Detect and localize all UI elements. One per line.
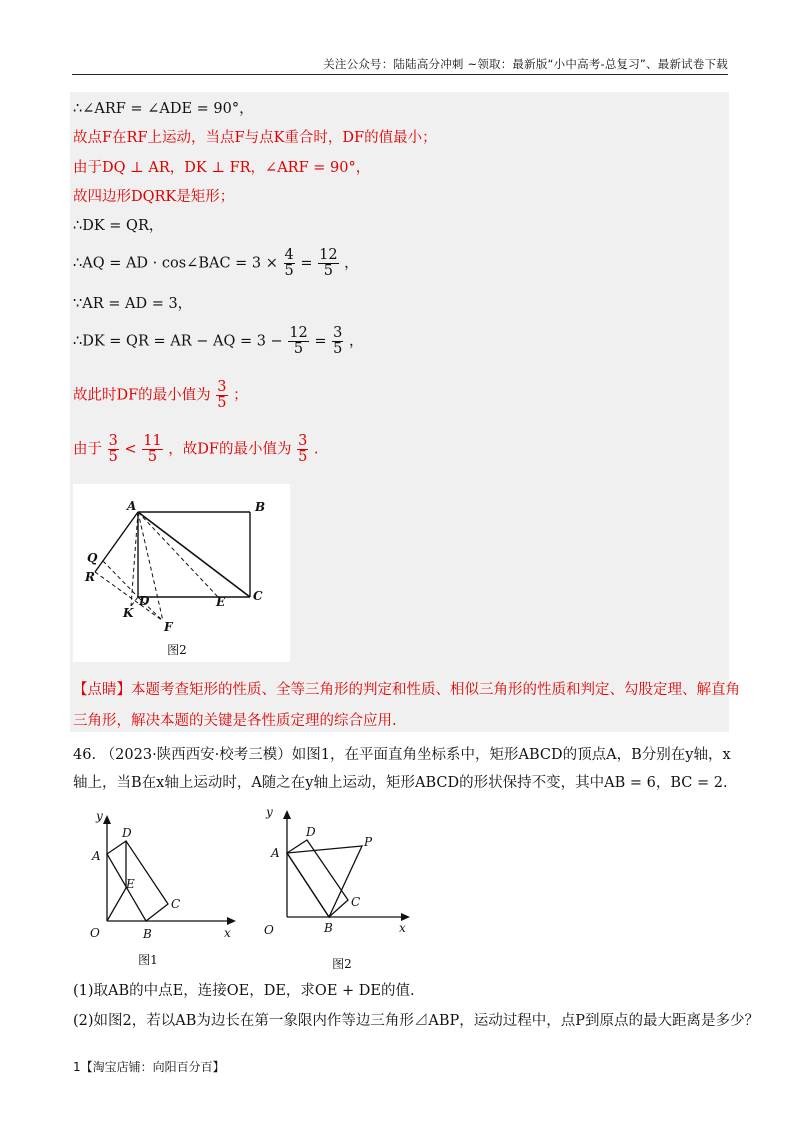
y-axis-arrow	[103, 815, 111, 824]
label-d: D	[139, 594, 150, 608]
label-a: A	[92, 849, 101, 863]
figure-2-solution	[73, 484, 290, 662]
solution-line-8	[73, 326, 363, 357]
fraction	[332, 326, 343, 357]
segment-ae	[138, 512, 218, 597]
fraction	[216, 380, 227, 411]
note-line-2: 三角形，解决本题的关键是各性质定理的综合应用.	[73, 713, 397, 729]
label-e: E	[126, 877, 135, 891]
label-d: D	[306, 825, 316, 839]
problem-line-2: 轴上，当B在x轴上运动时，A随之在y轴上运动，矩形ABCD的形状保持不变，其中AB = 6，BC = 2.	[73, 775, 728, 791]
x-axis-arrow	[401, 913, 410, 921]
solution-line-3: 由于DQ ⊥ AR，DK ⊥ FR，∠ARF = 90°，	[73, 160, 371, 176]
label-e: E	[216, 595, 226, 609]
line8-prefix: ∴DK = QR = AR − AQ = 3 −	[73, 333, 283, 350]
line10-mid: ，故DF的最小值为	[168, 441, 292, 458]
problem-line-1: 46. （2023·陕西西安·校考三模）如图1，在平面直角坐标系中，矩形ABCD的顶点A，B分别在y轴，x	[73, 747, 731, 763]
solution-line-10	[73, 434, 319, 465]
equals: =	[300, 255, 313, 272]
fraction	[297, 434, 308, 465]
label-c: C	[253, 589, 263, 603]
page-footer: 1【淘宝店铺：向阳百分百】	[73, 1060, 225, 1074]
question-1: (1)取AB的中点E，连接OE，DE，求OE + DE的值.	[73, 983, 415, 999]
solution-line-9	[73, 380, 248, 411]
denominator: 5	[333, 341, 343, 358]
label-b: B	[324, 921, 333, 935]
figure-1-problem	[70, 806, 240, 971]
fraction	[288, 326, 308, 357]
numerator: 3	[333, 325, 343, 341]
segment-oe	[107, 888, 126, 921]
label-a: A	[271, 846, 280, 860]
label-o: O	[90, 926, 100, 940]
less-than: <	[124, 441, 137, 458]
fraction	[108, 434, 119, 465]
question-2: (2)如图2，若以AB为边长在第一象限内作等边三角形⊿ABP，运动过程中，点P到原点的最大距离是多少？	[73, 1013, 760, 1029]
line10-prefix: 由于	[73, 441, 102, 458]
segment-dq	[103, 561, 138, 597]
label-p: P	[364, 835, 373, 849]
denominator: 5	[217, 395, 227, 412]
numerator: 3	[108, 433, 118, 449]
solution-line-2: 故点F在RF上运动，当点F与点K重合时，DF的值最小；	[73, 130, 437, 146]
equals: =	[314, 333, 327, 350]
line9-end: ；	[233, 387, 248, 404]
note-line-1: 【点睛】本题考查矩形的性质、全等三角形的判定和性质、相似三角形的性质和判定、勾股定理、解直角	[73, 682, 740, 698]
segment-ar	[95, 512, 138, 572]
line9-prefix: 故此时DF的最小值为	[73, 387, 211, 404]
label-b: B	[255, 500, 266, 514]
solution-line-1: ∴∠ARF = ∠ADE = 90°，	[73, 101, 254, 117]
figure-2-caption: 图2	[332, 957, 352, 971]
numerator: 3	[298, 433, 308, 449]
denominator: 5	[284, 263, 294, 280]
label-o: O	[264, 923, 274, 937]
fraction	[284, 248, 295, 279]
denominator: 5	[147, 449, 158, 466]
denominator: 5	[298, 449, 308, 466]
solution-line-7: ∵AR = AD = 3，	[73, 296, 193, 312]
label-x: x	[224, 926, 231, 940]
figure-1-caption: 图1	[138, 953, 158, 967]
segment-ak	[131, 512, 138, 606]
x-axis-arrow	[227, 917, 236, 925]
numerator: 12	[289, 325, 308, 341]
fraction	[142, 434, 162, 465]
denominator: 5	[323, 263, 333, 280]
line10-end: .	[313, 441, 319, 458]
label-d: D	[122, 826, 132, 840]
solution-line-6	[73, 248, 359, 279]
label-c: C	[351, 895, 361, 909]
label-k: K	[123, 606, 134, 620]
denominator: 5	[108, 449, 118, 466]
figure-2-svg	[73, 484, 290, 662]
label-r: R	[85, 570, 95, 584]
figure-2-caption: 图2	[167, 643, 187, 657]
label-c: C	[171, 897, 181, 911]
fraction	[318, 248, 338, 279]
denominator: 5	[293, 341, 304, 358]
label-y: y	[266, 805, 273, 819]
rectangle-abcd	[107, 841, 168, 921]
solution-line-4: 故四边形DQRK是矩形；	[73, 189, 235, 205]
label-a: A	[127, 499, 137, 513]
label-f: F	[164, 620, 173, 634]
numerator: 12	[319, 247, 338, 263]
y-axis-arrow	[283, 810, 291, 819]
label-x: x	[399, 921, 406, 935]
numerator: 11	[143, 433, 162, 449]
label-b: B	[143, 927, 152, 941]
label-y: y	[96, 809, 103, 823]
segment-ac	[138, 512, 250, 597]
line8-end: ，	[348, 333, 364, 350]
line6-prefix: ∴AQ = AD · cos∠BAC = 3 ×	[73, 255, 278, 272]
figure-2-problem	[244, 800, 419, 975]
page-header: 关注公众号：陆陆高分冲刺 ~领取：最新版“小中高考-总复习”、最新试卷下载	[72, 56, 728, 75]
line6-end: ，	[344, 255, 359, 272]
numerator: 4	[284, 247, 294, 263]
numerator: 3	[217, 379, 227, 395]
solution-line-5: ∴DK = QR，	[73, 218, 164, 234]
label-q: Q	[87, 551, 98, 565]
